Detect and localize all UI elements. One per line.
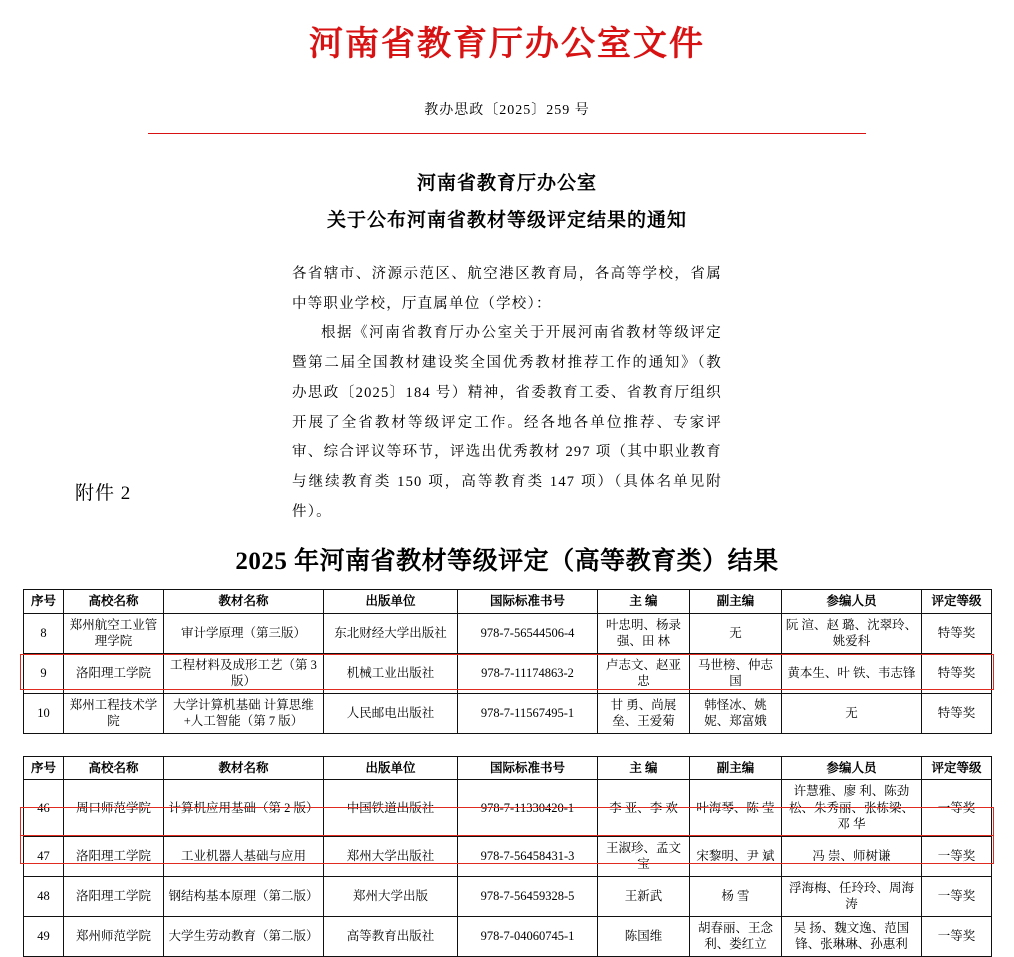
cell-associate-editor: 宋黎明、尹 斌 — [690, 836, 782, 876]
cell-associate-editor: 无 — [690, 613, 782, 653]
cell-contributors: 吴 扬、魏文逸、范国锋、张琳琳、孙惠利 — [782, 916, 922, 956]
header-cell-contributors: 参编人员 — [782, 590, 922, 614]
cell-associate-editor: 马世榜、仲志国 — [690, 653, 782, 693]
cell-isbn: 978-7-11330420-1 — [458, 780, 598, 837]
notice-subject-title: 关于公布河南省教材等级评定结果的通知 — [326, 210, 687, 231]
table-gap — [0, 734, 1014, 744]
document-number: 教办思政〔2025〕259 号 — [424, 103, 590, 118]
cell-publisher: 机械工业出版社 — [324, 653, 458, 693]
cell-isbn: 978-7-56544506-4 — [458, 613, 598, 653]
cell-grade: 一等奖 — [922, 780, 992, 837]
header-cell-textbook: 教材名称 — [164, 590, 324, 614]
cell-school: 周口师范学院 — [64, 780, 164, 837]
cell-contributors: 无 — [782, 693, 922, 733]
cell-index: 9 — [24, 653, 64, 693]
cell-associate-editor: 韩怪冰、姚 妮、郑富娥 — [690, 693, 782, 733]
header-cell-index: 序号 — [24, 756, 64, 780]
cell-textbook: 计算机应用基础（第 2 版） — [164, 780, 324, 837]
header-cell-grade: 评定等级 — [922, 756, 992, 780]
header-cell-associate-editor: 副主编 — [690, 756, 782, 780]
issuing-office-title: 河南省教育厅办公室 — [416, 173, 597, 194]
cell-contributors: 阮 渲、赵 璐、沈翠玲、姚爱科 — [782, 613, 922, 653]
header-cell-publisher: 出版单位 — [324, 590, 458, 614]
cell-textbook: 钢结构基本原理（第二版） — [164, 876, 324, 916]
cell-publisher: 中国铁道出版社 — [324, 780, 458, 837]
table-row — [24, 780, 992, 837]
cell-index: 46 — [24, 780, 64, 837]
cell-isbn: 978-7-56459328-5 — [458, 876, 598, 916]
header-cell-isbn: 国际标准书号 — [458, 590, 598, 614]
header-cell-textbook: 教材名称 — [164, 756, 324, 780]
table-row — [24, 693, 992, 733]
cell-school: 洛阳理工学院 — [64, 876, 164, 916]
cell-grade: 一等奖 — [922, 836, 992, 876]
cell-chief-editor: 李 亚、李 欢 — [598, 780, 690, 837]
masthead-title: 河南省教育厅办公室文件 — [309, 26, 705, 63]
table-header-row — [24, 756, 992, 780]
header-cell-chief-editor: 主 编 — [598, 590, 690, 614]
cell-publisher: 人民邮电出版社 — [324, 693, 458, 733]
table-header-row — [24, 590, 992, 614]
cell-school: 郑州航空工业管理学院 — [64, 613, 164, 653]
cell-index: 8 — [24, 613, 64, 653]
header-cell-chief-editor: 主 编 — [598, 756, 690, 780]
cell-grade: 特等奖 — [922, 693, 992, 733]
cell-publisher: 郑州大学出版 — [324, 876, 458, 916]
body-paragraph-1: 各省辖市、济源示范区、航空港区教育局，各高等学校，省属中等职业学校，厅直属单位（学校）： — [292, 266, 722, 312]
cell-chief-editor: 陈国维 — [598, 916, 690, 956]
header-cell-isbn: 国际标准书号 — [458, 756, 598, 780]
red-divider-rule — [148, 133, 866, 134]
cell-isbn: 978-7-56458431-3 — [458, 836, 598, 876]
cell-isbn: 978-7-11174863-2 — [458, 653, 598, 693]
cell-publisher: 郑州大学出版社 — [324, 836, 458, 876]
cell-publisher: 东北财经大学出版社 — [324, 613, 458, 653]
attachment-label: 附件 2 — [75, 483, 132, 504]
results-table-1 — [23, 589, 992, 734]
table-row-highlighted — [24, 653, 992, 693]
cell-textbook: 审计学原理（第三版） — [164, 613, 324, 653]
cell-index: 49 — [24, 916, 64, 956]
body-paragraph-2: 根据《河南省教育厅办公室关于开展河南省教材等级评定暨第二届全国教材建设奖全国优秀教材推荐工作的通知》（教办思政〔2025〕184 号）精神，省委教育工委、省教育厅组织开展了全省教材等级评定工作。经各地各单位推荐、专家评审、综合评议等环节，评选出优秀教材 297 项（其中职业教育与继续教育类 150 项，高等教育类 147 项）（具体名单见附件）。 — [292, 325, 722, 520]
cell-school: 洛阳理工学院 — [64, 653, 164, 693]
cell-index: 10 — [24, 693, 64, 733]
cell-grade: 特等奖 — [922, 613, 992, 653]
cell-chief-editor: 王新武 — [598, 876, 690, 916]
cell-chief-editor: 王淑珍、孟文宝 — [598, 836, 690, 876]
cell-textbook: 大学生劳动教育（第二版） — [164, 916, 324, 956]
cell-index: 48 — [24, 876, 64, 916]
table-row — [24, 916, 992, 956]
notice-body — [292, 260, 722, 527]
results-table-title: 2025 年河南省教材等级评定（高等教育类）结果 — [235, 548, 779, 576]
cell-publisher: 高等教育出版社 — [324, 916, 458, 956]
header-cell-index: 序号 — [24, 590, 64, 614]
cell-associate-editor: 叶海琴、陈 莹 — [690, 780, 782, 837]
cell-textbook: 工业机器人基础与应用 — [164, 836, 324, 876]
cell-chief-editor: 卢志文、赵亚忠 — [598, 653, 690, 693]
cell-contributors: 冯 崇、师树谦 — [782, 836, 922, 876]
header-cell-associate-editor: 副主编 — [690, 590, 782, 614]
cell-contributors: 许慧雅、廖 利、陈劲松、朱秀丽、张栋梁、邓 华 — [782, 780, 922, 837]
header-cell-publisher: 出版单位 — [324, 756, 458, 780]
results-table-block-2 — [23, 756, 991, 957]
cell-chief-editor: 叶忠明、杨录强、田 林 — [598, 613, 690, 653]
cell-school: 洛阳理工学院 — [64, 836, 164, 876]
cell-associate-editor: 杨 雪 — [690, 876, 782, 916]
cell-grade: 特等奖 — [922, 653, 992, 693]
cell-textbook: 大学计算机基础 计算思维+人工智能（第 7 版） — [164, 693, 324, 733]
table-row — [24, 613, 992, 653]
cell-index: 47 — [24, 836, 64, 876]
cell-associate-editor: 胡春丽、王念利、娄红立 — [690, 916, 782, 956]
cell-grade: 一等奖 — [922, 876, 992, 916]
cell-chief-editor: 甘 勇、尚展垒、王爱菊 — [598, 693, 690, 733]
cell-isbn: 978-7-11567495-1 — [458, 693, 598, 733]
header-cell-school: 高校名称 — [64, 756, 164, 780]
header-cell-school: 高校名称 — [64, 590, 164, 614]
cell-isbn: 978-7-04060745-1 — [458, 916, 598, 956]
cell-grade: 一等奖 — [922, 916, 992, 956]
cell-textbook: 工程材料及成形工艺（第 3 版） — [164, 653, 324, 693]
cell-contributors: 黄本生、叶 铁、韦志锋 — [782, 653, 922, 693]
results-table-block-1 — [23, 589, 991, 734]
cell-contributors: 浮海梅、任玲玲、周海涛 — [782, 876, 922, 916]
table-row-highlighted — [24, 876, 992, 916]
cell-school: 郑州工程技术学院 — [64, 693, 164, 733]
header-cell-grade: 评定等级 — [922, 590, 992, 614]
cell-school: 郑州师范学院 — [64, 916, 164, 956]
results-table-2 — [23, 756, 992, 957]
header-cell-contributors: 参编人员 — [782, 756, 922, 780]
table-row-highlighted — [24, 836, 992, 876]
